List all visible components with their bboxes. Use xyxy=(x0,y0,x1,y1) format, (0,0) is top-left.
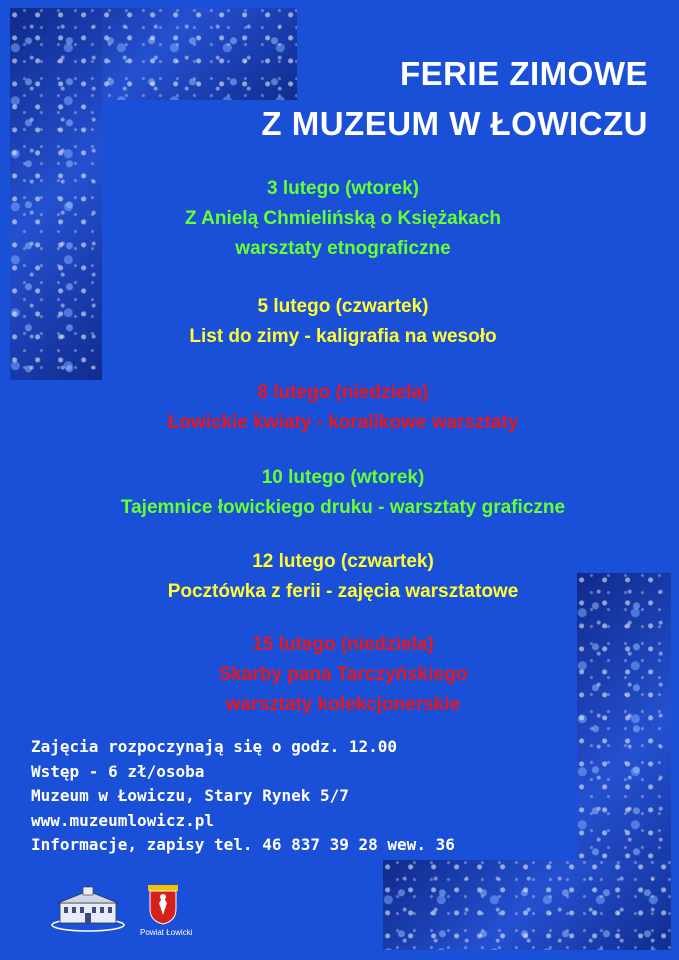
event-feb-10 xyxy=(30,463,656,523)
powiat-label: Powiat Łowicki xyxy=(140,928,193,937)
event-date: 5 lutego (czwartek) xyxy=(257,296,429,317)
info-website: www.muzeumlowicz.pl xyxy=(31,810,215,830)
event-feb-3 xyxy=(30,174,656,264)
event-date: 15 lutego (niedziela) xyxy=(252,634,434,655)
event-title: Tajemnice łowickiego druku - warsztaty graficzne xyxy=(120,497,566,518)
event-date: 10 lutego (wtorek) xyxy=(261,467,425,488)
event-date: 8 lutego (niedziela) xyxy=(257,382,429,403)
event-title: Skarby pana Tarczyńskiego xyxy=(218,664,468,685)
snowflake-border-bottom-right xyxy=(383,860,671,950)
event-title: Pocztówka z ferii - zajęcia warsztatowe xyxy=(167,581,519,602)
event-title: List do zimy - kaligrafia na wesoło xyxy=(189,326,497,347)
info-block xyxy=(31,735,455,858)
info-start-time: Zajęcia rozpoczynają się o godz. 12.00 xyxy=(31,737,398,756)
event-date: 3 lutego (wtorek) xyxy=(266,178,419,199)
event-title: Łowickie kwiaty - koralikowe warsztaty xyxy=(167,412,519,433)
event-subtitle: warsztaty etnograficzne xyxy=(235,238,451,259)
poster-title-line1: FERIE ZIMOWE xyxy=(400,55,648,92)
event-subtitle: warsztaty kolekcjonerskie xyxy=(225,694,461,715)
info-contact: Informacje, zapisy tel. 46 837 39 28 wew. 36 xyxy=(31,835,455,854)
coat-of-arms-icon xyxy=(148,885,178,925)
event-feb-12 xyxy=(30,547,656,607)
info-address: Muzeum w Łowiczu, Stary Rynek 5/7 xyxy=(31,786,349,805)
poster-title-line2: Z MUZEUM W ŁOWICZU xyxy=(261,105,648,142)
event-feb-8 xyxy=(30,378,656,438)
event-date: 12 lutego (czwartek) xyxy=(252,551,434,572)
event-feb-15 xyxy=(30,630,656,720)
museum-building-logo-icon xyxy=(50,885,126,935)
event-feb-5 xyxy=(30,292,656,352)
info-price: Wstęp - 6 zł/osoba xyxy=(31,761,205,781)
event-title: Z Anielą Chmielińską o Księżakach xyxy=(184,208,502,229)
